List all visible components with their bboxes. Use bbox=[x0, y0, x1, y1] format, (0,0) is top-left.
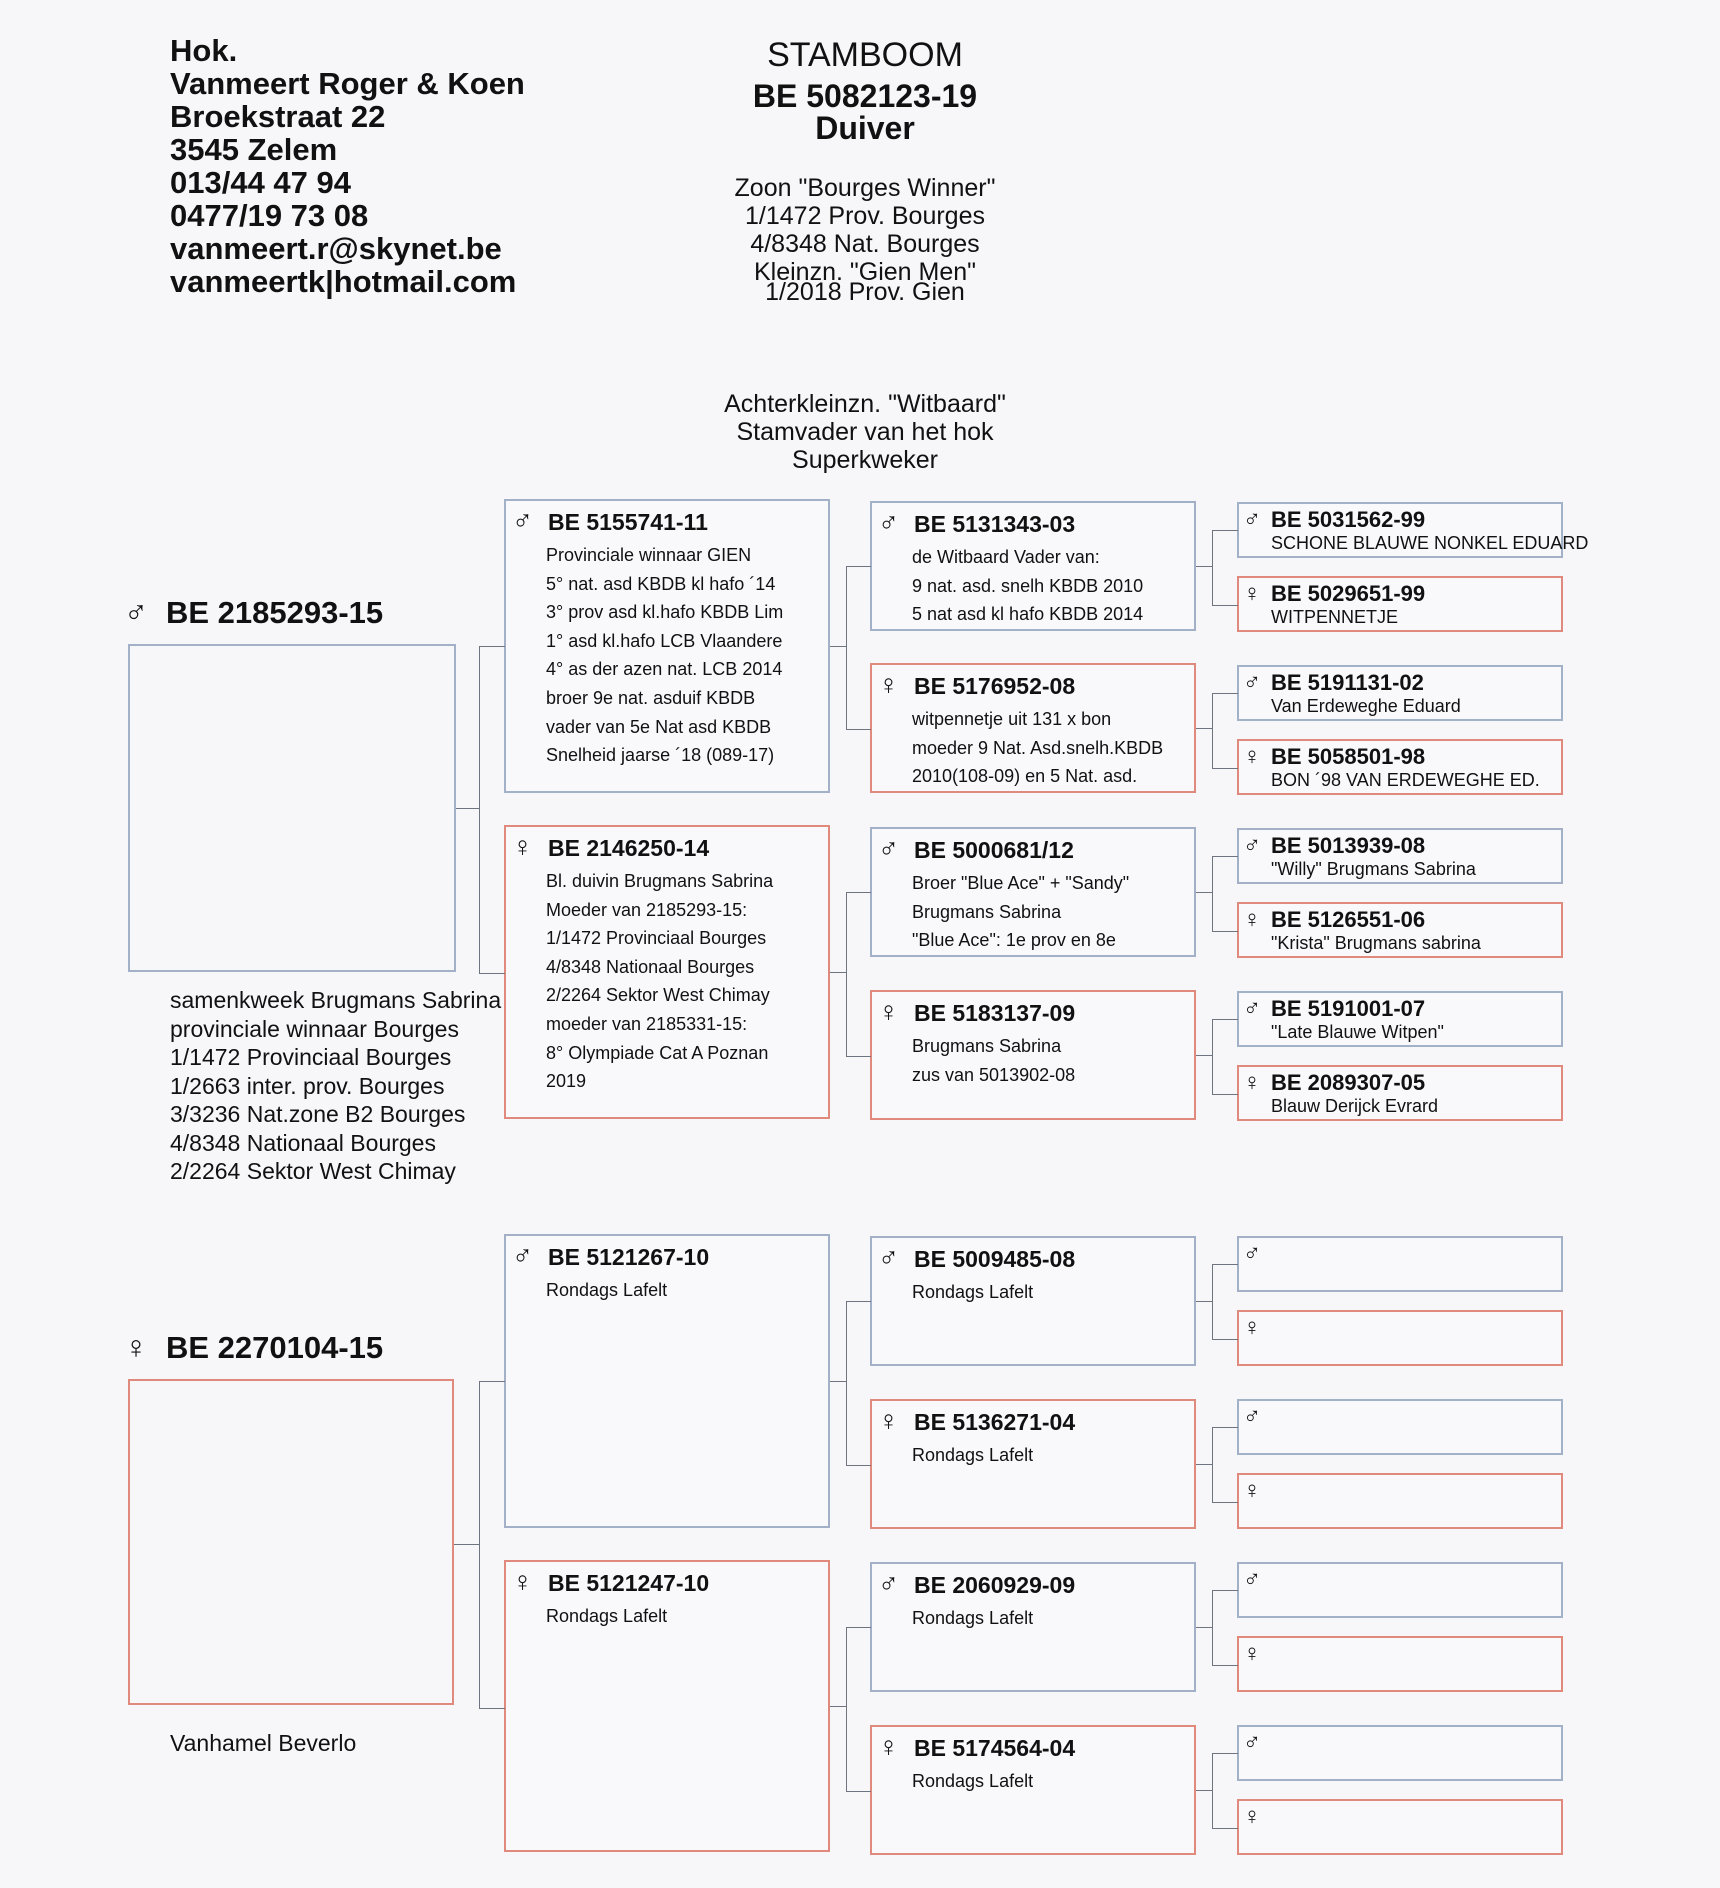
info-line: broer 9e nat. asduif KBDB bbox=[546, 687, 756, 708]
connector-line bbox=[1212, 530, 1238, 606]
female-icon: ♀ bbox=[1243, 1314, 1261, 1341]
owner-info bbox=[170, 34, 525, 298]
female-icon: ♀ bbox=[1243, 1803, 1261, 1830]
sire-note: 2/2264 Sektor West Chimay bbox=[170, 1158, 456, 1184]
connector-line bbox=[454, 1544, 480, 1545]
male-icon: ♂ bbox=[1243, 506, 1261, 533]
male-icon: ♂ bbox=[878, 1242, 899, 1273]
info-line: Rondags Lafelt bbox=[912, 1608, 1034, 1628]
ring-number: BE 5155741-11 bbox=[548, 509, 708, 535]
subject-note: 1/1472 Prov. Bourges bbox=[745, 202, 985, 230]
info-line: 1/1472 Provinciaal Bourges bbox=[546, 928, 767, 949]
sire-note: 3/3236 Nat.zone B2 Bourges bbox=[170, 1101, 466, 1127]
connector-line bbox=[479, 646, 505, 974]
connector-line bbox=[1212, 1264, 1238, 1340]
info-line: Moeder van 2185293-15: bbox=[546, 899, 748, 920]
gen4-box bbox=[1237, 828, 1563, 884]
info-line: "Krista" Brugmans sabrina bbox=[1271, 933, 1481, 953]
connector-line bbox=[1196, 1627, 1212, 1628]
ring-number: BE 5176952-08 bbox=[914, 673, 1076, 699]
connector-line bbox=[830, 1381, 846, 1382]
gen3-box bbox=[870, 827, 1196, 957]
ring-number: BE 5191131-02 bbox=[1271, 670, 1424, 695]
info-line: witpennetje uit 131 x bon bbox=[912, 709, 1112, 729]
gen3-box bbox=[870, 501, 1196, 631]
info-line: 9 nat. asd. snelh KBDB 2010 bbox=[912, 575, 1144, 596]
info-line: Rondags Lafelt bbox=[912, 1771, 1034, 1791]
female-icon: ♀ bbox=[1243, 1069, 1261, 1096]
info-line: Brugmans Sabrina bbox=[912, 1036, 1062, 1056]
sire-note: 1/1472 Provinciaal Bourges bbox=[170, 1044, 452, 1070]
female-icon: ♀ bbox=[1243, 743, 1261, 770]
gen4-box bbox=[1237, 902, 1563, 958]
info-line: BON ´98 VAN ERDEWEGHE ED. bbox=[1271, 770, 1540, 790]
connector-line bbox=[830, 646, 846, 647]
ring-number: BE 5183137-09 bbox=[914, 1000, 1076, 1026]
connector-line bbox=[1196, 1790, 1212, 1791]
subject-note: Stamvader van het hok bbox=[736, 418, 994, 446]
connector-line bbox=[830, 972, 846, 973]
ring-number: BE 5031562-99 bbox=[1271, 507, 1426, 532]
connector-line bbox=[846, 566, 871, 730]
gen4-box bbox=[1237, 991, 1563, 1047]
gen4-box-empty bbox=[1237, 1562, 1563, 1618]
connector-line bbox=[1212, 1753, 1238, 1829]
ring-number: BE 5009485-08 bbox=[914, 1246, 1076, 1272]
info-line: 2010(108-09) en 5 Nat. asd. bbox=[912, 766, 1138, 787]
connector-line bbox=[846, 1301, 871, 1466]
sire-note: provinciale winnaar Bourges bbox=[170, 1015, 459, 1042]
connector-line bbox=[1196, 892, 1212, 893]
gen4-box bbox=[1237, 502, 1589, 558]
info-line: "Late Blauwe Witpen" bbox=[1271, 1022, 1444, 1042]
gen3-box bbox=[870, 990, 1196, 1120]
sire-heading bbox=[124, 594, 383, 631]
info-line: Rondags Lafelt bbox=[912, 1445, 1034, 1465]
ring-number: BE 5121247-10 bbox=[548, 1570, 710, 1596]
gen3-box bbox=[870, 1725, 1196, 1855]
gen4-box-empty bbox=[1237, 1236, 1563, 1292]
male-icon: ♂ bbox=[1243, 1403, 1261, 1430]
gen3-box bbox=[870, 663, 1196, 793]
ring-number: BE 5136271-04 bbox=[914, 1409, 1076, 1435]
gen4-box-empty bbox=[1237, 1473, 1563, 1529]
owner-email: vanmeertk|hotmail.com bbox=[170, 264, 517, 299]
info-line: Bl. duivin Brugmans Sabrina bbox=[546, 871, 774, 891]
gen4-box bbox=[1237, 665, 1563, 721]
gen4-box-empty bbox=[1237, 1636, 1563, 1692]
info-line: moeder van 2185331-15: bbox=[546, 1013, 748, 1034]
female-icon: ♀ bbox=[878, 669, 899, 700]
info-line: de Witbaard Vader van: bbox=[912, 547, 1100, 567]
female-icon: ♀ bbox=[1243, 906, 1261, 933]
info-line: Van Erdeweghe Eduard bbox=[1271, 696, 1461, 716]
info-line: moeder 9 Nat. Asd.snelh.KBDB bbox=[912, 737, 1164, 758]
info-line: 4/8348 Nationaal Bourges bbox=[546, 956, 755, 977]
ring-number: BE 5126551-06 bbox=[1271, 907, 1426, 932]
connector-line bbox=[479, 1381, 505, 1709]
info-line: 2019 bbox=[546, 1071, 587, 1092]
info-line: SCHONE BLAUWE NONKEL EDUARD bbox=[1271, 533, 1589, 553]
info-line: Provinciale winnaar GIEN bbox=[546, 545, 752, 565]
male-icon: ♂ bbox=[1243, 1566, 1261, 1593]
gen2-box bbox=[504, 1560, 830, 1852]
subject-note: Zoon "Bourges Winner" bbox=[734, 174, 996, 202]
male-icon: ♂ bbox=[1243, 669, 1261, 696]
gen4-box-empty bbox=[1237, 1399, 1563, 1455]
owner-line: 0477/19 73 08 bbox=[170, 198, 369, 233]
info-line: vader van 5e Nat asd KBDB bbox=[546, 716, 772, 737]
dam-heading bbox=[124, 1329, 383, 1366]
ring-number: BE 5131343-03 bbox=[914, 511, 1076, 537]
connector-line bbox=[1196, 566, 1212, 567]
gen2-box bbox=[504, 825, 830, 1119]
male-icon: ♂ bbox=[1243, 1240, 1261, 1267]
info-line: Rondags Lafelt bbox=[546, 1280, 668, 1300]
dam-photo-frame bbox=[128, 1379, 454, 1705]
male-icon: ♂ bbox=[124, 594, 148, 630]
sire-note: samenkweek Brugmans Sabrina bbox=[170, 987, 502, 1013]
connector-line bbox=[1196, 1055, 1212, 1056]
subject-sex: Duiver bbox=[815, 110, 915, 146]
info-line: WITPENNETJE bbox=[1271, 607, 1399, 627]
sire-ring: BE 2185293-15 bbox=[166, 595, 384, 630]
owner-email: vanmeert.r@skynet.be bbox=[170, 231, 502, 266]
sire-notes bbox=[170, 986, 501, 1186]
connector-line bbox=[1212, 1590, 1238, 1666]
male-icon: ♂ bbox=[878, 1568, 899, 1599]
info-line: Rondags Lafelt bbox=[912, 1282, 1034, 1302]
connector-line bbox=[1212, 1427, 1238, 1503]
info-line: "Willy" Brugmans Sabrina bbox=[1271, 859, 1476, 879]
owner-line: Broekstraat 22 bbox=[170, 99, 386, 134]
info-line: 4° as der azen nat. LCB 2014 bbox=[546, 659, 783, 680]
ring-number: BE 5191001-07 bbox=[1271, 996, 1426, 1021]
gen4-box-empty bbox=[1237, 1310, 1563, 1366]
male-icon: ♂ bbox=[878, 833, 899, 864]
subject-notes bbox=[690, 174, 1040, 306]
info-line: "Blue Ace": 1e prov en 8e bbox=[912, 930, 1116, 951]
male-icon: ♂ bbox=[512, 505, 533, 536]
gen4-box-empty bbox=[1237, 1725, 1563, 1781]
owner-line: Vanmeert Roger & Koen bbox=[170, 66, 525, 101]
ring-number: BE 2146250-14 bbox=[548, 835, 710, 861]
subject-note: Achterkleinzn. "Witbaard" bbox=[724, 390, 1006, 418]
sire-note: 4/8348 Nationaal Bourges bbox=[170, 1129, 436, 1156]
connector-line bbox=[830, 1706, 846, 1707]
gen3-box bbox=[870, 1236, 1196, 1366]
ring-number: BE 5174564-04 bbox=[914, 1735, 1076, 1761]
connector-line bbox=[1212, 693, 1238, 769]
subject-ring: BE 5082123-19 bbox=[752, 78, 978, 114]
sire-note: 1/2663 inter. prov. Bourges bbox=[170, 1072, 445, 1099]
female-icon: ♀ bbox=[878, 996, 899, 1027]
info-line: 1° asd kl.hafo LCB Vlaandere bbox=[546, 630, 783, 651]
ring-number: BE 5121267-10 bbox=[548, 1244, 710, 1270]
owner-line: 013/44 47 94 bbox=[170, 165, 352, 200]
connector-line bbox=[846, 1627, 871, 1792]
connector-line bbox=[1212, 1019, 1238, 1095]
owner-line: 3545 Zelem bbox=[170, 132, 338, 167]
info-line: Snelheid jaarse ´18 (089-17) bbox=[546, 745, 775, 766]
gen2-box bbox=[504, 499, 830, 793]
ring-number: BE 5013939-08 bbox=[1271, 833, 1426, 858]
dam-notes bbox=[170, 1729, 356, 1758]
gen4-box bbox=[1237, 576, 1563, 632]
ring-number: BE 5058501-98 bbox=[1271, 744, 1426, 769]
owner-line: Hok. bbox=[170, 33, 238, 68]
info-line: Blauw Derijck Evrard bbox=[1271, 1096, 1439, 1116]
female-icon: ♀ bbox=[124, 1329, 148, 1365]
page-title: STAMBOOM bbox=[767, 36, 963, 74]
dam-note: Vanhamel Beverlo bbox=[170, 1730, 357, 1756]
ring-number: BE 5000681/12 bbox=[914, 837, 1074, 863]
female-icon: ♀ bbox=[1243, 1640, 1261, 1667]
female-icon: ♀ bbox=[512, 1566, 533, 1597]
dam-ring: BE 2270104-15 bbox=[166, 1330, 384, 1365]
female-icon: ♀ bbox=[1243, 1477, 1261, 1504]
info-line: Brugmans Sabrina bbox=[912, 901, 1062, 922]
gen3-box bbox=[870, 1562, 1196, 1692]
male-icon: ♂ bbox=[878, 507, 899, 538]
info-line: 2/2264 Sektor West Chimay bbox=[546, 985, 770, 1006]
subject-note: Kleinzn. "Gien Men" bbox=[753, 258, 977, 286]
male-icon: ♂ bbox=[1243, 1729, 1261, 1756]
info-line: 8° Olympiade Cat A Poznan bbox=[546, 1042, 769, 1063]
ring-number: BE 2089307-05 bbox=[1271, 1070, 1426, 1095]
female-icon: ♀ bbox=[512, 831, 533, 862]
connector-line bbox=[1196, 1464, 1212, 1465]
info-line: Rondags Lafelt bbox=[546, 1606, 668, 1626]
gen3-box bbox=[870, 1399, 1196, 1529]
gen4-box bbox=[1237, 739, 1563, 795]
ring-number: BE 2060929-09 bbox=[914, 1572, 1076, 1598]
female-icon: ♀ bbox=[1243, 580, 1261, 607]
connector-line bbox=[456, 808, 480, 809]
male-icon: ♂ bbox=[512, 1240, 533, 1271]
connector-line bbox=[1196, 728, 1212, 729]
ring-number: BE 5029651-99 bbox=[1271, 581, 1426, 606]
gen4-box bbox=[1237, 1065, 1563, 1121]
subject-note: Superkweker bbox=[792, 446, 938, 474]
male-icon: ♂ bbox=[1243, 995, 1261, 1022]
gen4-box-empty bbox=[1237, 1799, 1563, 1855]
info-line: 5° nat. asd KBDB kl hafo ´14 bbox=[546, 573, 776, 594]
info-line: 5 nat asd kl hafo KBDB 2014 bbox=[912, 604, 1144, 625]
info-line: zus van 5013902-08 bbox=[912, 1064, 1076, 1085]
subject-note: 4/8348 Nat. Bourges bbox=[750, 230, 980, 258]
female-icon: ♀ bbox=[878, 1731, 899, 1762]
info-line: 3° prov asd kl.hafo KBDB Lim bbox=[546, 602, 784, 623]
sire-photo-frame bbox=[128, 644, 456, 972]
subject-note: 1/2018 Prov. Gien bbox=[765, 278, 965, 306]
connector-line bbox=[846, 892, 871, 1057]
info-line: Broer "Blue Ace" + "Sandy" bbox=[912, 873, 1130, 893]
male-icon: ♂ bbox=[1243, 832, 1261, 859]
gen2-box bbox=[504, 1234, 830, 1528]
subject-notes-2 bbox=[640, 390, 1090, 474]
connector-line bbox=[1212, 856, 1238, 932]
connector-line bbox=[1196, 1301, 1212, 1302]
female-icon: ♀ bbox=[878, 1405, 899, 1436]
